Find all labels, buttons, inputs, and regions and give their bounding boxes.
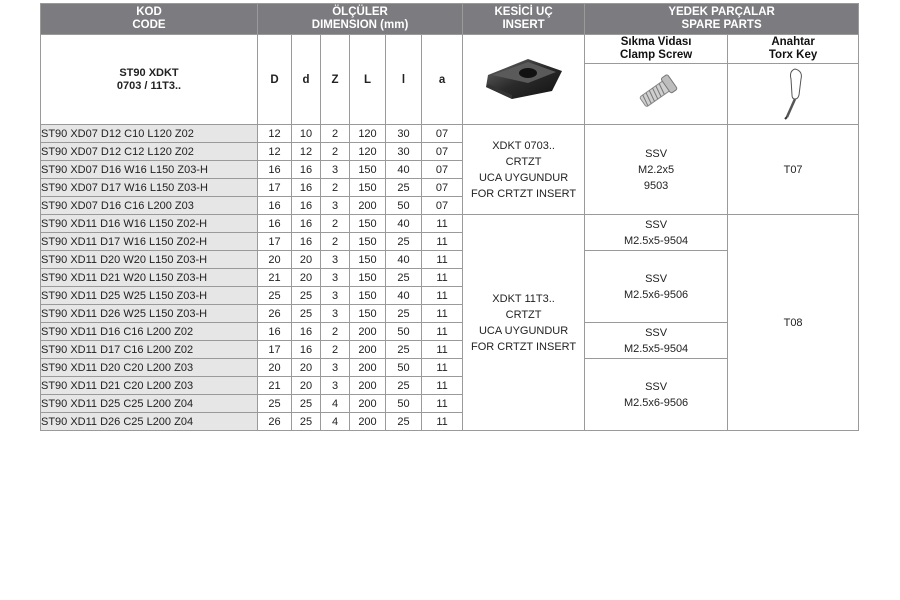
insert-image-icon [482,53,566,103]
dimension-label-l: l [386,35,422,125]
dimension-l-cell: 25 [386,305,422,323]
dimension-Z-cell: 2 [321,233,350,251]
dimension-Z-cell: 2 [321,341,350,359]
dimension-label-D: D [258,35,292,125]
clamp-screw-line: SSV [645,380,668,393]
dimension-l-cell: 40 [386,161,422,179]
dimension-d-cell: 20 [292,251,321,269]
product-code-cell: ST90 XD11 D20 W20 L150 Z03-H [41,251,258,269]
code-header [41,4,258,35]
dimension-L-cell: 150 [350,233,386,251]
dimension-a-cell: 11 [422,305,463,323]
dimension-a-cell: 07 [422,125,463,143]
clamp-screw-cell [585,251,728,323]
dimension-l-cell: 40 [386,287,422,305]
insert-header [463,4,585,35]
dimension-d-cell: 16 [292,161,321,179]
dimension-l-cell: 30 [386,125,422,143]
product-code-cell: ST90 XD11 D21 W20 L150 Z03-H [41,269,258,287]
clamp-screw-line: 9503 [643,179,669,192]
dimension-D-cell: 20 [258,251,292,269]
dimension-d-cell: 16 [292,215,321,233]
dimension-label-Z: Z [321,35,350,125]
dimension-Z-cell: 2 [321,143,350,161]
clamp-screw-line: SSV [645,147,668,160]
dimension-L-cell: 200 [350,395,386,413]
dimension-l-cell: 50 [386,197,422,215]
dimension-D-cell: 26 [258,305,292,323]
dimension-d-cell: 20 [292,359,321,377]
table-row [41,215,859,233]
product-code-cell: ST90 XD07 D16 C16 L200 Z03 [41,197,258,215]
product-code-cell: ST90 XD11 D20 C20 L200 Z03 [41,359,258,377]
spare-parts-header-tr: YEDEK PARÇALAR [668,6,775,18]
clamp-screw-image-cell [585,64,728,125]
insert-header-tr: KESİCİ UÇ [494,6,553,18]
product-code-cell: ST90 XD07 D16 W16 L150 Z03-H [41,161,258,179]
product-code-cell: ST90 XD07 D12 C12 L120 Z02 [41,143,258,161]
product-code-cell: ST90 XD11 D25 W25 L150 Z03-H [41,287,258,305]
dimension-d-cell: 20 [292,377,321,395]
dimension-l-cell: 40 [386,215,422,233]
product-family-cell [41,35,258,125]
clamp-screw-line: M2.2x5 [638,163,675,176]
dimension-D-cell: 25 [258,287,292,305]
dimension-d-cell: 16 [292,341,321,359]
insert-description-line: XDKT 11T3.. [492,292,555,305]
clamp-screw-line: M2.5x5-9504 [623,234,689,247]
product-code-cell: ST90 XD11 D16 W16 L150 Z02-H [41,215,258,233]
dimension-d-cell: 25 [292,305,321,323]
torx-key-icon [773,65,813,121]
dimension-D-cell: 17 [258,341,292,359]
product-code-cell: ST90 XD11 D26 C25 L200 Z04 [41,413,258,431]
dimension-label-a: a [422,35,463,125]
dimension-L-cell: 200 [350,413,386,431]
dimension-a-cell: 07 [422,197,463,215]
header-row [41,4,859,35]
product-code-cell: ST90 XD11 D16 C16 L200 Z02 [41,323,258,341]
spare-parts-header-en: SPARE PARTS [681,19,762,31]
dimension-Z-cell: 3 [321,305,350,323]
dimension-a-cell: 11 [422,413,463,431]
clamp-screw-line: SSV [645,326,668,339]
dimension-D-cell: 12 [258,125,292,143]
dimension-l-cell: 30 [386,143,422,161]
dimension-L-cell: 200 [350,323,386,341]
dimension-Z-cell: 3 [321,251,350,269]
dimension-D-cell: 16 [258,323,292,341]
product-code-cell: ST90 XD11 D21 C20 L200 Z03 [41,377,258,395]
dimension-D-cell: 16 [258,161,292,179]
dimension-d-cell: 25 [292,395,321,413]
dimension-D-cell: 17 [258,179,292,197]
dimension-D-cell: 16 [258,215,292,233]
clamp-screw-header-en: Clamp Screw [619,49,693,61]
dimension-Z-cell: 4 [321,413,350,431]
torx-key-cell: T08 [728,215,859,431]
dimension-D-cell: 16 [258,197,292,215]
dimension-D-cell: 17 [258,233,292,251]
dimension-a-cell: 11 [422,395,463,413]
dimension-L-cell: 200 [350,359,386,377]
dimension-L-cell: 120 [350,125,386,143]
clamp-screw-header [585,35,728,64]
insert-description-line: XDKT 0703.. [492,139,555,152]
insert-description-line: CRTZT [505,308,542,321]
dimension-L-cell: 150 [350,251,386,269]
table-row [41,125,859,143]
clamp-screw-icon [626,65,686,121]
insert-description-line: UCA UYGUNDUR [478,171,569,184]
insert-description-line: UCA UYGUNDUR [478,324,569,337]
dimension-d-cell: 12 [292,143,321,161]
clamp-screw-line: M2.5x5-9504 [623,342,689,355]
dimension-header-en: DIMENSION (mm) [311,19,409,31]
code-header-en: CODE [132,19,166,31]
spare-parts-header [585,4,859,35]
dimension-l-cell: 25 [386,269,422,287]
dimension-Z-cell: 2 [321,125,350,143]
dimension-label-d: d [292,35,321,125]
torx-key-image-cell [728,64,859,125]
dimension-a-cell: 11 [422,359,463,377]
product-code-cell: ST90 XD11 D25 C25 L200 Z04 [41,395,258,413]
dimension-l-cell: 50 [386,395,422,413]
dimension-l-cell: 25 [386,413,422,431]
torx-key-cell: T07 [728,125,859,215]
clamp-screw-line: M2.5x6-9506 [623,288,689,301]
insert-description-line: FOR CRTZT INSERT [471,187,577,200]
dimension-D-cell: 26 [258,413,292,431]
dimension-d-cell: 25 [292,413,321,431]
dimension-d-cell: 25 [292,287,321,305]
dimension-a-cell: 11 [422,269,463,287]
clamp-screw-header-tr: Sıkma Vidası [620,36,692,48]
dimension-d-cell: 16 [292,197,321,215]
dimension-l-cell: 50 [386,323,422,341]
dimension-Z-cell: 2 [321,215,350,233]
product-family-line2: 0703 / 11T3.. [116,79,182,92]
dimension-d-cell: 16 [292,179,321,197]
dimension-a-cell: 11 [422,377,463,395]
dimension-L-cell: 150 [350,305,386,323]
dimension-D-cell: 12 [258,143,292,161]
dimension-D-cell: 21 [258,377,292,395]
dimension-L-cell: 200 [350,377,386,395]
dimension-a-cell: 11 [422,323,463,341]
dimension-l-cell: 25 [386,179,422,197]
dimension-d-cell: 10 [292,125,321,143]
clamp-screw-cell [585,359,728,431]
dimension-L-cell: 120 [350,143,386,161]
dimension-a-cell: 11 [422,251,463,269]
dimension-Z-cell: 2 [321,179,350,197]
dimension-L-cell: 200 [350,197,386,215]
product-code-cell: ST90 XD11 D26 W25 L150 Z03-H [41,305,258,323]
dimension-d-cell: 20 [292,269,321,287]
dimension-Z-cell: 4 [321,395,350,413]
insert-description-cell [463,215,585,431]
dimension-Z-cell: 2 [321,323,350,341]
dimension-L-cell: 150 [350,287,386,305]
torx-key-header-tr: Anahtar [771,36,815,48]
dimension-header [258,4,463,35]
product-family-line1: ST90 XDKT [119,66,179,79]
dimension-a-cell: 11 [422,215,463,233]
insert-description-line: FOR CRTZT INSERT [471,340,577,353]
dimension-label-L: L [350,35,386,125]
dimension-l-cell: 40 [386,251,422,269]
dimension-d-cell: 16 [292,233,321,251]
subheader-row [41,35,859,64]
product-code-cell: ST90 XD11 D17 C16 L200 Z02 [41,341,258,359]
clamp-screw-cell [585,125,728,215]
dimension-header-tr: ÖLÇÜLER [332,6,388,18]
dimension-l-cell: 25 [386,377,422,395]
dimension-Z-cell: 3 [321,377,350,395]
dimension-D-cell: 21 [258,269,292,287]
dimension-a-cell: 11 [422,233,463,251]
clamp-screw-cell [585,323,728,359]
dimension-a-cell: 07 [422,179,463,197]
dimension-D-cell: 25 [258,395,292,413]
dimension-D-cell: 20 [258,359,292,377]
clamp-screw-line: SSV [645,272,668,285]
dimension-L-cell: 150 [350,161,386,179]
dimension-L-cell: 150 [350,215,386,233]
dimension-Z-cell: 3 [321,161,350,179]
insert-description-cell [463,125,585,215]
insert-description-line: CRTZT [505,155,542,168]
dimension-a-cell: 11 [422,341,463,359]
dimension-l-cell: 25 [386,341,422,359]
dimension-d-cell: 16 [292,323,321,341]
dimension-L-cell: 150 [350,179,386,197]
dimension-a-cell: 07 [422,161,463,179]
dimension-L-cell: 200 [350,341,386,359]
product-code-cell: ST90 XD11 D17 W16 L150 Z02-H [41,233,258,251]
product-spec-table [40,3,859,431]
dimension-l-cell: 50 [386,359,422,377]
dimension-Z-cell: 3 [321,287,350,305]
dimension-a-cell: 07 [422,143,463,161]
torx-key-header-en: Torx Key [768,49,818,61]
insert-header-en: INSERT [502,19,545,31]
insert-image-cell [463,35,585,125]
clamp-screw-line: SSV [645,218,668,231]
code-header-tr: KOD [136,6,162,18]
dimension-l-cell: 25 [386,233,422,251]
dimension-a-cell: 11 [422,287,463,305]
product-code-cell: ST90 XD07 D12 C10 L120 Z02 [41,125,258,143]
dimension-Z-cell: 3 [321,269,350,287]
dimension-Z-cell: 3 [321,197,350,215]
clamp-screw-cell [585,215,728,251]
dimension-Z-cell: 3 [321,359,350,377]
clamp-screw-line: M2.5x6-9506 [623,396,689,409]
product-code-cell: ST90 XD07 D17 W16 L150 Z03-H [41,179,258,197]
torx-key-header [728,35,859,64]
dimension-L-cell: 150 [350,269,386,287]
